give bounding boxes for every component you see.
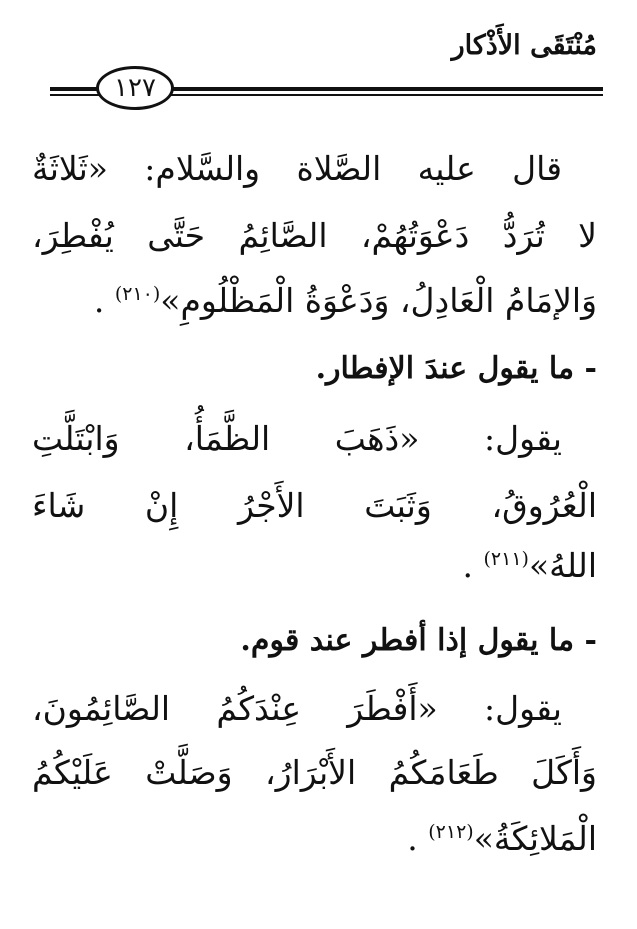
text-line bbox=[32, 280, 597, 321]
text-line-content: يقول: «ذَهَبَ الظَّمَأُ، وَابْتَلَّتِ bbox=[32, 419, 562, 458]
footnote-reference: (٢١٢) bbox=[428, 821, 474, 843]
text-line bbox=[32, 688, 597, 729]
text-line bbox=[32, 485, 597, 526]
text-line-content: وَالإمَامُ الْعَادِلُ، وَدَعْوَةُ الْمَظْلُومِ» bbox=[160, 281, 597, 320]
sentence-end: . bbox=[93, 281, 105, 320]
text-line-content: الْعُرُوقُ، وَثَبَتَ الأَجْرُ إِنْ شَاءَ bbox=[32, 486, 597, 525]
text-line bbox=[32, 215, 597, 256]
page-number-badge bbox=[96, 66, 174, 110]
text-line-content: وَأَكَلَ طَعَامَكُمُ الأَبْرَارُ، وَصَلَّتْ عَلَيْكُمُ bbox=[32, 753, 597, 792]
text-line-content: اللهُ» bbox=[528, 546, 597, 585]
text-line-content: الْمَلائِكَةُ» bbox=[473, 819, 597, 858]
text-line bbox=[32, 818, 597, 859]
text-line bbox=[32, 418, 597, 459]
page-number: ١٢٧ bbox=[114, 73, 156, 103]
text-line-content: يقول: «أَفْطَرَ عِنْدَكُمُ الصَّائِمُونَ، bbox=[32, 689, 562, 728]
text-line-content: قال عليه الصَّلاة والسَّلام: «ثَلاثَةٌ bbox=[32, 149, 562, 188]
text-line bbox=[32, 752, 597, 793]
running-header-title: مُنْتَقَى الأَذْكار bbox=[451, 30, 597, 61]
text-line bbox=[32, 545, 597, 586]
sentence-end: . bbox=[462, 546, 473, 585]
text-line bbox=[32, 148, 597, 189]
sentence-end: . bbox=[407, 819, 418, 858]
footnote-reference: (٢١١) bbox=[483, 548, 529, 570]
footnote-reference: (٢١٠) bbox=[114, 283, 161, 305]
section-heading: - ما يقول إذا أفطر عند قوم. bbox=[240, 623, 597, 658]
text-line-content: لا تُرَدُّ دَعْوَتُهُمْ، الصَّائِمُ حَتَّى يُفْطِرَ، bbox=[32, 216, 597, 255]
section-heading: - ما يقول عندَ الإفطار. bbox=[315, 351, 597, 386]
